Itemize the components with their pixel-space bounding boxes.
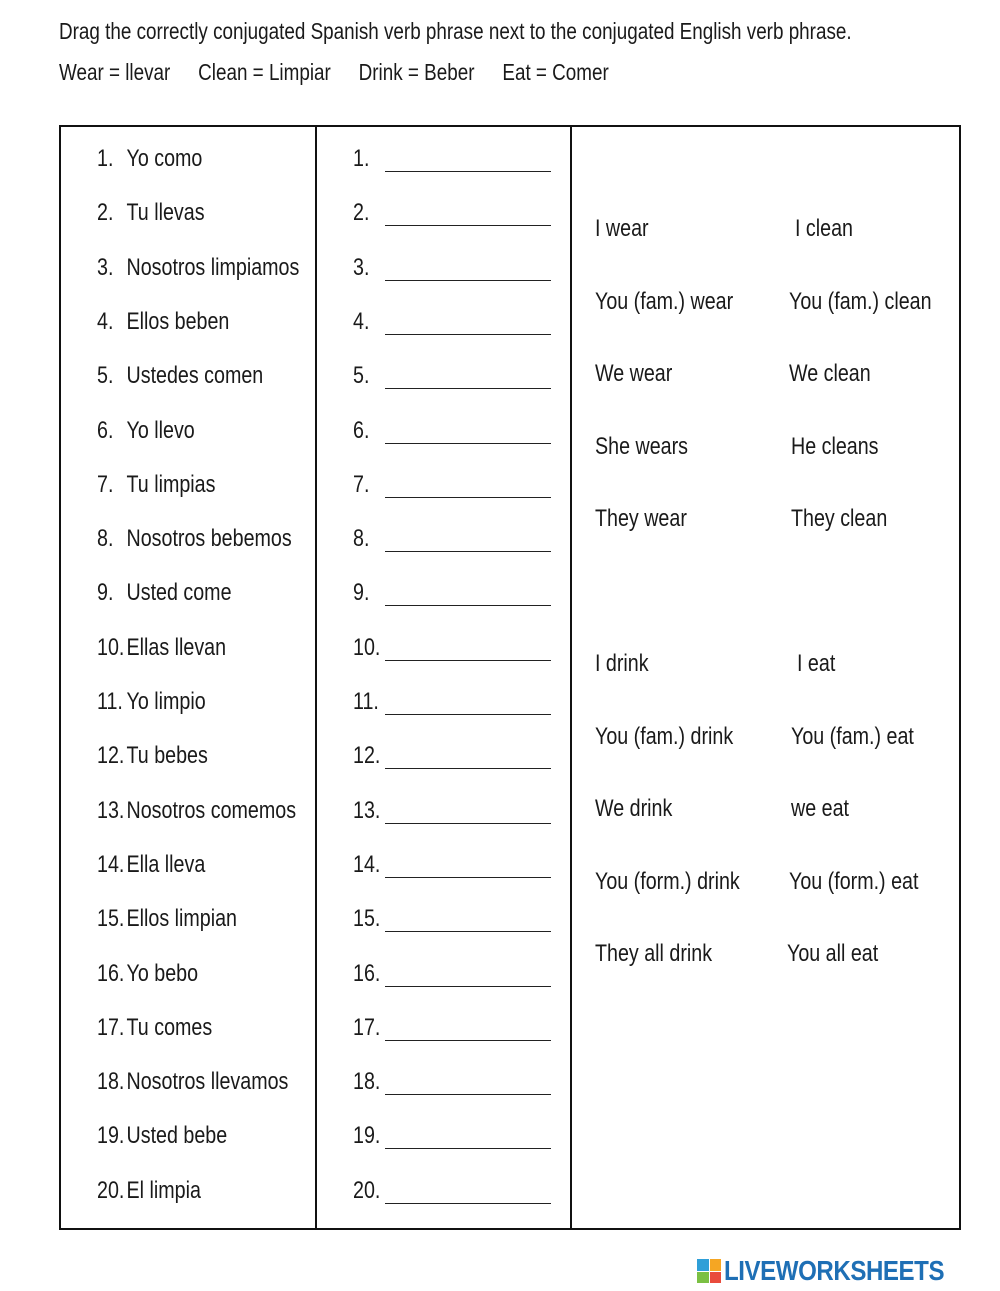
spanish-item[interactable]: [97, 471, 215, 499]
vocab-clean: Clean = Limpiar: [198, 59, 331, 85]
answer-blank-line[interactable]: [385, 1148, 551, 1149]
english-option-drink[interactable]: They all drink: [595, 940, 713, 967]
english-option-clean[interactable]: I clean: [795, 215, 853, 242]
item-number: 1.: [97, 145, 114, 172]
answer-slot[interactable]: [353, 362, 383, 390]
spanish-phrase: Yo como: [126, 145, 203, 172]
item-number: 11.: [97, 688, 123, 715]
english-option-eat[interactable]: You all eat: [787, 940, 879, 967]
english-option-drink[interactable]: We drink: [595, 795, 673, 822]
spanish-phrase: Tu llevas: [126, 199, 205, 227]
answer-blank-line[interactable]: [385, 388, 551, 389]
english-option-clean[interactable]: We clean: [789, 360, 871, 387]
answer-slot[interactable]: [353, 525, 383, 553]
item-number: 7.: [97, 470, 114, 498]
spanish-phrase: Nosotros comemos: [126, 796, 297, 824]
answer-number: 6.: [353, 416, 370, 444]
answer-slot[interactable]: [353, 1014, 383, 1042]
item-number: 19.: [97, 1122, 125, 1150]
spanish-phrase: Ellos limpian: [126, 905, 237, 933]
item-number: 6.: [97, 416, 114, 444]
answer-number: 15.: [353, 905, 381, 933]
item-number: 10.: [97, 633, 125, 661]
english-option-wear[interactable]: We wear: [595, 360, 673, 387]
answer-blank-line[interactable]: [385, 1040, 551, 1041]
answer-slot[interactable]: [353, 960, 383, 988]
english-option-eat[interactable]: we eat: [791, 795, 849, 822]
answer-blank-line[interactable]: [385, 660, 551, 661]
vocabulary-list: [59, 59, 637, 86]
answer-slot[interactable]: [353, 1122, 383, 1150]
english-option-drink[interactable]: I drink: [595, 650, 649, 677]
answer-blank-line[interactable]: [385, 986, 551, 987]
answer-number: 1.: [353, 145, 370, 172]
answer-number: 10.: [353, 633, 381, 661]
spanish-item[interactable]: [97, 308, 229, 336]
spanish-phrase: Yo bebo: [126, 959, 199, 987]
answer-blank-line[interactable]: [385, 551, 551, 552]
item-number: 9.: [97, 579, 114, 607]
english-option-clean[interactable]: You (fam.) clean: [789, 287, 932, 315]
spanish-phrase: Tu bebes: [126, 742, 208, 770]
answer-number: 12.: [353, 742, 381, 770]
answer-blank-line[interactable]: [385, 497, 551, 498]
answer-blank-line[interactable]: [385, 171, 551, 172]
english-option-eat[interactable]: You (fam.) eat: [791, 722, 914, 750]
item-number: 18.: [97, 1068, 125, 1096]
answer-slot[interactable]: [353, 308, 383, 336]
spanish-item[interactable]: [97, 1068, 288, 1096]
item-number: 4.: [97, 307, 114, 335]
spanish-phrase: Ustedes comen: [126, 362, 264, 390]
answer-number: 13.: [353, 796, 381, 824]
spanish-item[interactable]: [97, 1014, 212, 1042]
answer-number: 18.: [353, 1068, 381, 1096]
spanish-item[interactable]: [97, 1177, 201, 1205]
logo-mark-icon: [697, 1259, 721, 1283]
vocab-eat: Eat = Comer: [502, 59, 609, 85]
answer-number: 9.: [353, 579, 370, 607]
spanish-phrase: Yo limpio: [126, 688, 206, 715]
spanish-item[interactable]: [97, 960, 198, 988]
spanish-item[interactable]: [97, 797, 296, 825]
answer-blank-line[interactable]: [385, 1094, 551, 1095]
spanish-item[interactable]: [97, 254, 299, 282]
answer-blank-line[interactable]: [385, 877, 551, 878]
answer-slot[interactable]: [353, 1177, 383, 1205]
answer-blank-line[interactable]: [385, 823, 551, 824]
answer-number: 2.: [353, 199, 370, 227]
answer-blank-line[interactable]: [385, 931, 551, 932]
answer-number: 16.: [353, 959, 381, 987]
column-divider: [570, 127, 572, 1228]
answer-number: 14.: [353, 850, 381, 878]
english-option-clean[interactable]: They clean: [791, 505, 888, 532]
vocab-drink: Drink = Beber: [358, 59, 475, 85]
english-option-wear[interactable]: You (fam.) wear: [595, 287, 734, 315]
answer-blank-line[interactable]: [385, 714, 551, 715]
answer-blank-line[interactable]: [385, 605, 551, 606]
spanish-item[interactable]: [97, 851, 205, 879]
answer-slot[interactable]: [353, 742, 383, 770]
answer-number: 3.: [353, 253, 370, 281]
answer-slot[interactable]: [353, 905, 383, 933]
answer-blank-line[interactable]: [385, 280, 551, 281]
english-option-wear[interactable]: She wears: [595, 432, 688, 460]
spanish-item[interactable]: [97, 579, 232, 607]
answer-number: 19.: [353, 1122, 381, 1150]
answer-number: 4.: [353, 307, 370, 335]
answer-number: 5.: [353, 362, 370, 390]
spanish-item[interactable]: [97, 905, 237, 933]
answer-number: 20.: [353, 1176, 381, 1204]
spanish-item[interactable]: [97, 742, 208, 770]
answer-blank-line[interactable]: [385, 768, 551, 769]
answer-blank-line[interactable]: [385, 334, 551, 335]
item-number: 3.: [97, 253, 114, 281]
spanish-phrase: Usted bebe: [126, 1122, 228, 1150]
column-divider: [315, 127, 317, 1228]
spanish-phrase: Usted come: [126, 579, 232, 607]
answer-blank-line[interactable]: [385, 225, 551, 226]
item-number: 2.: [97, 199, 114, 227]
spanish-phrase: Ellos beben: [126, 307, 230, 335]
english-option-eat[interactable]: You (form.) eat: [789, 867, 919, 895]
spanish-phrase: Ella lleva: [126, 850, 206, 878]
spanish-phrase: Ellas llevan: [126, 633, 227, 661]
answer-slot[interactable]: [353, 688, 383, 716]
answer-slot[interactable]: [353, 471, 383, 499]
answer-slot[interactable]: [353, 1068, 383, 1096]
answer-slot[interactable]: [353, 254, 383, 282]
spanish-item[interactable]: [97, 634, 226, 662]
spanish-item[interactable]: [97, 145, 202, 173]
spanish-phrase: Nosotros limpiamos: [126, 253, 300, 281]
item-number: 12.: [97, 742, 125, 770]
answer-slot[interactable]: [353, 145, 383, 173]
item-number: 13.: [97, 796, 125, 824]
spanish-item[interactable]: [97, 525, 292, 553]
spanish-phrase: Nosotros llevamos: [126, 1068, 289, 1096]
answer-number: 17.: [353, 1013, 381, 1041]
item-number: 17.: [97, 1013, 125, 1041]
spanish-phrase: Tu limpias: [126, 470, 216, 498]
item-number: 16.: [97, 959, 125, 987]
worksheet-table: [59, 125, 961, 1230]
answer-slot[interactable]: [353, 797, 383, 825]
answer-slot[interactable]: [353, 851, 383, 879]
liveworksheets-logo: [697, 1256, 980, 1286]
spanish-phrase: Nosotros bebemos: [126, 525, 292, 553]
answer-number: 8.: [353, 525, 370, 553]
answer-slot[interactable]: [353, 634, 383, 662]
brand-name: LIVEWORKSHEETS: [724, 1255, 945, 1286]
spanish-phrase: El limpia: [126, 1176, 201, 1204]
answer-slot[interactable]: [353, 199, 383, 227]
answer-slot[interactable]: [353, 579, 383, 607]
english-option-eat[interactable]: I eat: [797, 650, 836, 677]
english-option-wear[interactable]: They wear: [595, 505, 687, 532]
item-number: 14.: [97, 850, 125, 878]
item-number: 15.: [97, 905, 125, 933]
item-number: 20.: [97, 1176, 125, 1204]
spanish-item[interactable]: [97, 417, 195, 445]
english-option-clean[interactable]: He cleans: [791, 432, 879, 460]
instruction-text: Drag the correctly conjugated Spanish verb phrase next to the conjugated English verb phrase.: [59, 18, 852, 44]
english-option-wear[interactable]: I wear: [595, 215, 649, 242]
answer-blank-line[interactable]: [385, 443, 551, 444]
answer-number: 11.: [353, 688, 379, 715]
spanish-phrase: Tu comes: [126, 1013, 213, 1041]
spanish-item[interactable]: [97, 199, 205, 227]
item-number: 5.: [97, 362, 114, 390]
answer-blank-line[interactable]: [385, 1203, 551, 1204]
spanish-item[interactable]: [97, 1122, 227, 1150]
vocab-wear: Wear = llevar: [59, 59, 171, 85]
english-option-drink[interactable]: You (form.) drink: [595, 867, 740, 895]
item-number: 8.: [97, 525, 114, 553]
answer-number: 7.: [353, 470, 370, 498]
spanish-phrase: Yo llevo: [126, 416, 195, 444]
answer-slot[interactable]: [353, 417, 383, 445]
spanish-item[interactable]: [97, 688, 206, 716]
english-option-drink[interactable]: You (fam.) drink: [595, 722, 734, 750]
spanish-item[interactable]: [97, 362, 263, 390]
